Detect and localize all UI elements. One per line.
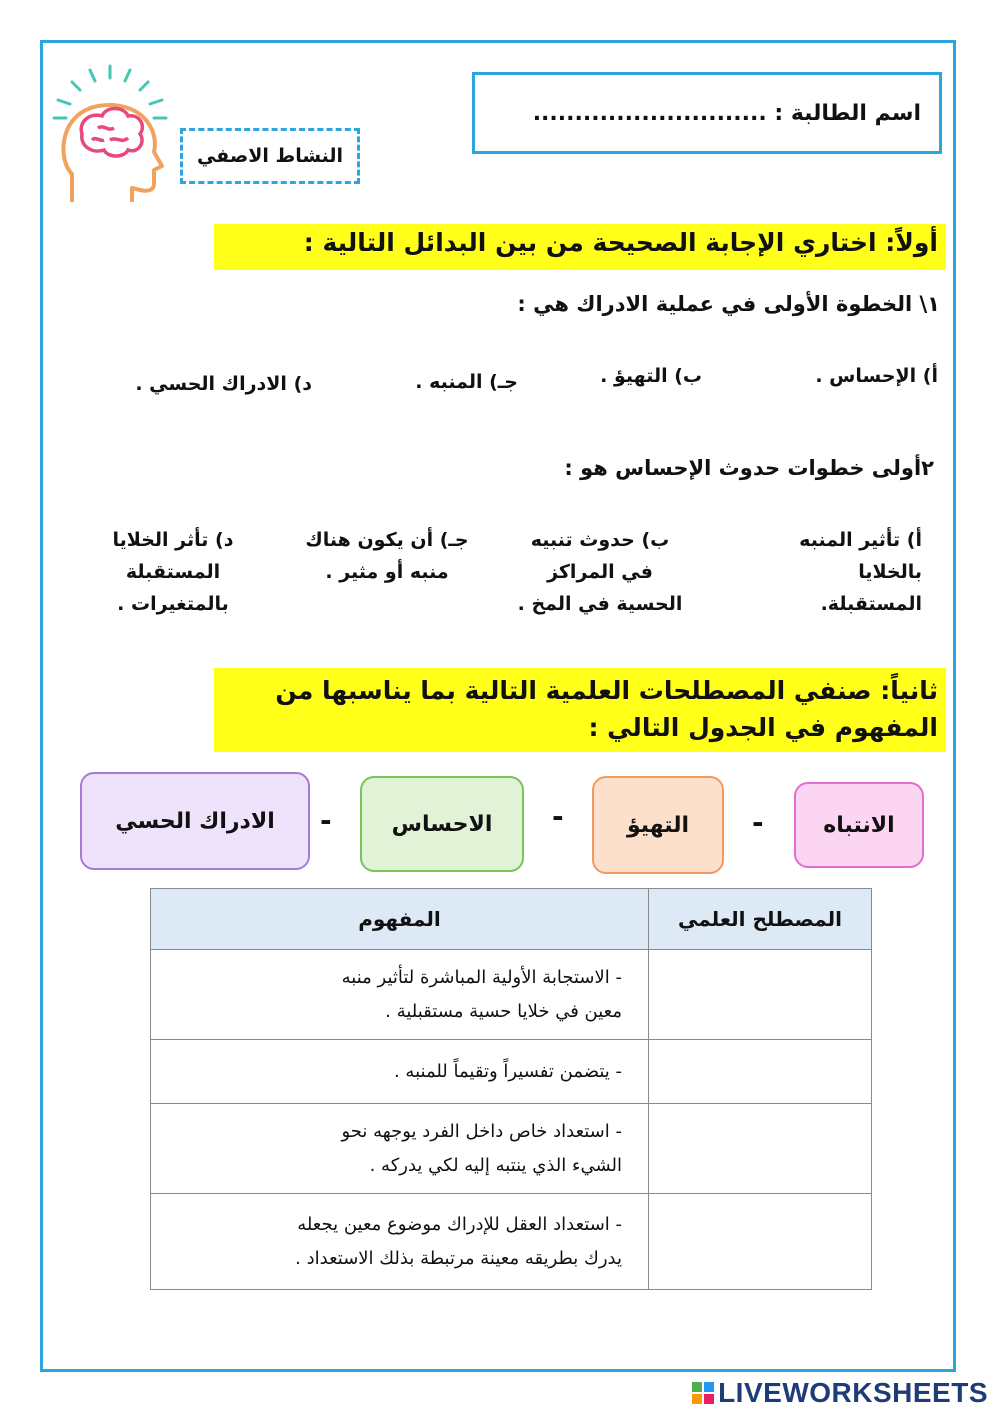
term-card-sensory-perception[interactable]: الادراك الحسي — [80, 772, 310, 870]
q2-option-a[interactable] — [762, 524, 922, 620]
student-name-field[interactable]: اسم الطالبة : ............................ — [472, 72, 942, 154]
answer-cell[interactable] — [649, 1194, 872, 1290]
answer-cell[interactable] — [649, 950, 872, 1040]
term-separator: - — [320, 804, 332, 837]
concept-line: - استعداد خاص داخل الفرد يوجهه نحو — [341, 1120, 622, 1142]
term-separator: - — [752, 806, 764, 839]
concept-cell — [151, 1040, 649, 1104]
table-row — [151, 1104, 872, 1194]
q2-option-c-line2: منبه أو مثير . — [325, 561, 449, 583]
liveworksheets-watermark — [692, 1377, 988, 1409]
watermark-text: LIVEWORKSHEETS — [718, 1377, 988, 1408]
section2-title-line1: ثانياً: صنفي المصطلحات العلمية التالية بما يناسبها من — [275, 676, 938, 705]
q2-option-c-line1: جـ) أن يكون هناك — [305, 529, 469, 551]
table-row — [151, 1194, 872, 1290]
table-row — [151, 1040, 872, 1104]
concept-line: - الاستجابة الأولية المباشرة لتأثير منبه — [341, 966, 622, 988]
section2-title-line2: المفهوم في الجدول التالي : — [588, 713, 938, 742]
table-header-concept: المفهوم — [151, 889, 649, 950]
question2-text: ٢أولى خطوات حدوث الإحساس هو : — [564, 456, 934, 480]
section2-title — [214, 668, 946, 752]
term-card-attention[interactable]: الانتباه — [794, 782, 924, 868]
concept-cell — [151, 950, 649, 1040]
q2-option-b-line2: في المراكز — [547, 561, 653, 583]
q2-option-b[interactable] — [510, 524, 690, 620]
classification-table — [150, 888, 872, 1290]
q1-option-a[interactable]: أ) الإحساس . — [815, 365, 938, 387]
concept-line: معين في خلايا حسية مستقبلية . — [385, 1000, 622, 1022]
concept-line: الشيء الذي ينتبه إليه لكي يدركه . — [369, 1154, 622, 1176]
q2-option-b-line1: ب) حدوث تنبيه — [530, 529, 670, 551]
q1-option-d[interactable]: د) الادراك الحسي . — [135, 373, 312, 395]
term-card-sensation[interactable]: الاحساس — [360, 776, 524, 872]
q2-option-b-line3: الحسية في المخ . — [517, 593, 683, 615]
liveworksheets-logo-icon — [692, 1382, 714, 1404]
table-row — [151, 950, 872, 1040]
concept-line: - يتضمن تفسيراً وتقيماً للمنبه . — [393, 1060, 622, 1082]
q2-option-d-line2: المستقبلة — [125, 561, 221, 583]
q1-option-b[interactable]: ب) التهيؤ . — [600, 365, 702, 387]
q2-option-a-line1: أ) تأثير المنبه — [799, 529, 922, 551]
section1-title: أولاً: اختاري الإجابة الصحيحة من بين البدائل التالية : — [214, 224, 946, 270]
q2-option-a-line2: بالخلايا المستقبلة. — [820, 561, 922, 615]
activity-label: النشاط الاصفي — [180, 128, 360, 184]
q2-option-d-line1: د) تأثر الخلايا — [112, 529, 234, 551]
concept-cell — [151, 1194, 649, 1290]
concept-cell — [151, 1104, 649, 1194]
answer-cell[interactable] — [649, 1104, 872, 1194]
concept-line: يدرك بطريقه معينة مرتبطة بذلك الاستعداد . — [295, 1247, 622, 1269]
answer-cell[interactable] — [649, 1040, 872, 1104]
q2-option-d-line3: بالمتغيرات . — [117, 593, 229, 615]
term-card-readiness[interactable]: التهيؤ — [592, 776, 724, 874]
concept-line: - استعداد العقل للإدراك موضوع معين يجعله — [297, 1213, 622, 1235]
question1-text: ١\ الخطوة الأولى في عملية الادراك هي : — [517, 292, 940, 316]
q2-option-d[interactable] — [100, 524, 246, 620]
q2-option-c[interactable] — [296, 524, 478, 588]
term-separator: - — [552, 800, 564, 833]
brain-head-icon — [50, 62, 170, 212]
q1-option-c[interactable]: جـ) المنبه . — [415, 371, 518, 393]
table-header-term: المصطلح العلمي — [649, 889, 872, 950]
